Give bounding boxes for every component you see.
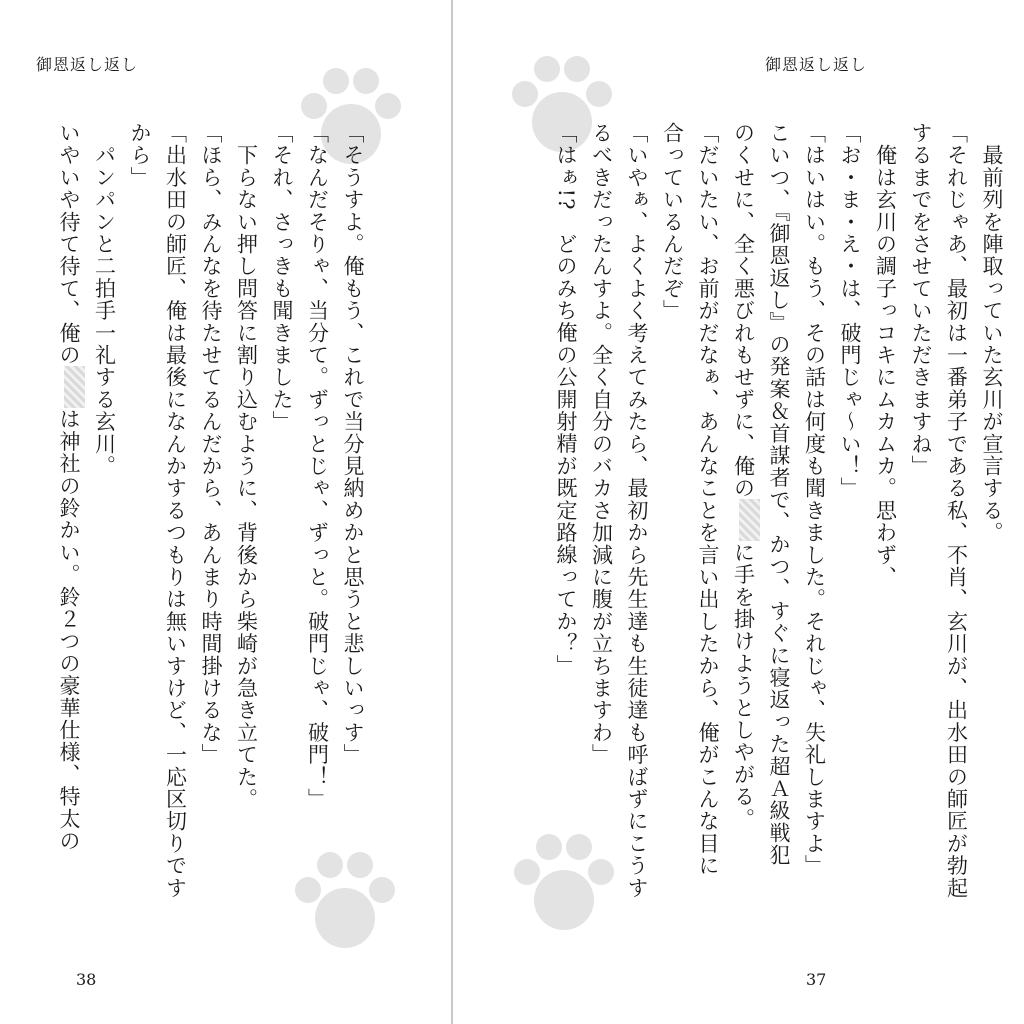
- text-segment: 「お・ま・え・は、破門じゃ～い！」: [838, 122, 862, 500]
- text-line: [228, 122, 264, 922]
- censor-mosaic: [739, 499, 760, 541]
- text-line: [619, 122, 655, 922]
- text-segment: 合っているんだぞ」: [660, 122, 685, 322]
- page-number: 37: [806, 970, 827, 989]
- text-segment: 「出水田の師匠、俺は最後になんかするつもりは無いすけど、一応区切りです: [163, 122, 188, 899]
- right-page: [453, 0, 1024, 1024]
- text-segment: 下らない押し問答に割り込むように、背後から柴崎が急き立てた。: [234, 122, 259, 811]
- censor-mosaic: [64, 366, 85, 408]
- text-line: [122, 122, 158, 922]
- text-segment: いやいや待て待て、俺の: [57, 122, 81, 367]
- text-line: [51, 122, 87, 922]
- text-line: [583, 122, 619, 922]
- text-segment: 「はいはい。もう、その話は何度も聞きました。それじゃ、失礼しますよ」: [802, 122, 827, 877]
- text-line: [867, 122, 903, 922]
- text-segment: 「だいたい、お前がだなぁ、あんなことを言い出したから、俺がこんな目に: [696, 122, 720, 877]
- text-line: [761, 122, 797, 922]
- text-segment: は神社の鈴かい。鈴２つの豪華仕様、特太の: [57, 408, 81, 853]
- text-line: [938, 122, 974, 922]
- left-page: [0, 0, 451, 1024]
- right-page-text: [549, 122, 1009, 922]
- text-line: [903, 122, 939, 922]
- text-line: [86, 122, 122, 922]
- text-segment: 俺は玄川の調子っコキにムカムカ。思わず、: [873, 122, 898, 589]
- page-number: 38: [76, 970, 97, 989]
- left-page-text: [0, 122, 370, 922]
- text-segment: 「はぁ!? どのみち俺の公開射精が既定路線ってか？」: [554, 122, 578, 677]
- text-line: [690, 122, 726, 922]
- text-segment: こいつ、『御恩返し』の発案＆首謀者で、かつ、すぐに寝返った超Ａ級戦犯: [767, 122, 791, 867]
- text-segment: のくせに、全く悪びれもせずに、俺の: [731, 122, 756, 500]
- text-line: [832, 122, 868, 922]
- text-line: [157, 122, 193, 922]
- text-line: [796, 122, 832, 922]
- text-segment: 「なんだそりゃ、当分て。ずっとじゃ、ずっと。破門じゃ、破門！」: [305, 122, 330, 811]
- text-segment: 「いやぁ、よくよく考えてみたら、最初から先生達も生徒達も呼ばずにこうす: [625, 122, 649, 899]
- text-segment: するまでをさせていただきますね」: [909, 122, 933, 478]
- text-line: [725, 122, 761, 922]
- text-segment: 「それじゃあ、最初は一番弟子である私、不肖、玄川が、出水田の師匠が勃起: [944, 122, 969, 899]
- text-segment: 「そうすよ。俺もう、これで当分見納めかと思うと悲しいっす」: [341, 122, 365, 766]
- text-segment: から」: [128, 122, 152, 189]
- running-head: 御恩返し返し: [36, 55, 139, 74]
- text-segment: 「それ、さっきも聞きました」: [270, 122, 294, 433]
- text-line: [335, 122, 371, 922]
- text-line: [264, 122, 300, 922]
- text-segment: 「ほら、みんなを待たせてるんだから、あんまり時間掛けるな」: [199, 122, 223, 766]
- text-segment: に手を掛けようとしやがる。: [731, 541, 756, 831]
- text-line: [299, 122, 335, 922]
- text-line: [548, 122, 584, 922]
- text-line: [654, 122, 690, 922]
- text-segment: 最前列を陣取っていた玄川が宣言する。: [980, 122, 1004, 544]
- text-line: [974, 122, 1010, 922]
- text-line: [193, 122, 229, 922]
- text-segment: パンパンと二拍手一礼する玄川。: [92, 122, 117, 478]
- running-head: 御恩返し返し: [765, 55, 868, 74]
- text-segment: るべきだったんすよ。全く自分のバカさ加減に腹が立ちますわ」: [589, 122, 614, 766]
